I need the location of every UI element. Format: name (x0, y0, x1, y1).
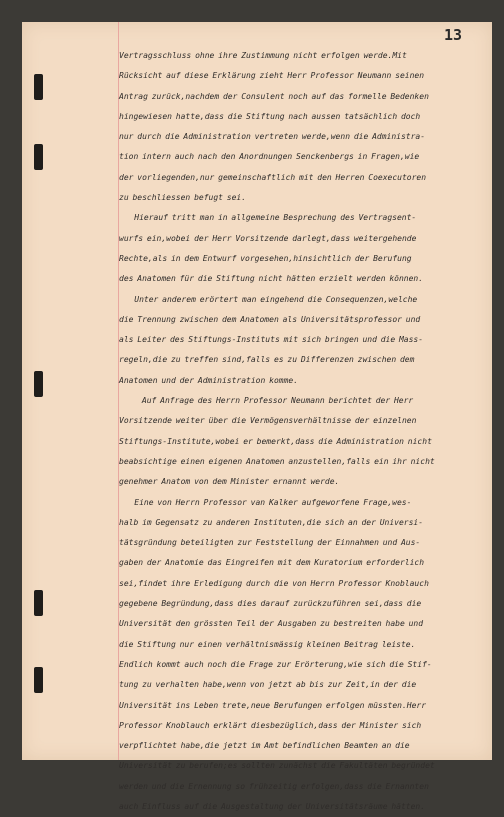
text-line: gaben der Anatomie das Eingreifen mit dem Kuratorium erforderlich (119, 558, 425, 568)
text-line: wurfs ein,wobei der Herr Vorsitzende darlegt,dass weitergehende (119, 233, 417, 243)
text-line: Endlich kommt auch noch die Frage zur Erörterung,wie sich die Stif- (119, 659, 432, 669)
text-line: Rechte,als in dem Entwurf vorgesehen,hinsichtlich der Berufung (119, 253, 412, 263)
text-line: als Leiter des Stiftungs-Instituts mit sich bringen und die Mass- (119, 335, 424, 345)
text-line: regeln,die zu treffen sind,falls es zu Differenzen zwischen dem (119, 355, 415, 365)
text-line: des Anatomen für die Stiftung nicht hätten erzielt werden können. (119, 274, 424, 284)
text-line: Auf Anfrage des Herrn Professor Neumann berichtet der Herr (119, 396, 414, 406)
text-line: Universität zu berufen;es sollten zunächst die Fakultäten begründet (119, 761, 435, 771)
text-line: werden und die Ernennung so frühzeitig erfolgen,dass die Ernannten (119, 781, 429, 791)
punch-hole (34, 144, 43, 170)
text-line: die Stiftung nur einen verhältnismässig kleinen Beitrag leiste. (119, 639, 416, 649)
text-line: Universität den grössten Teil der Ausgaben zu bestreiten habe und (119, 619, 424, 629)
punch-hole (34, 667, 43, 693)
text-line: Eine von Herrn Professor van Kalker aufgeworfene Frage,wes- (119, 497, 412, 507)
text-line: Antrag zurück,nachdem der Consulent noch auf das formelle Bedenken (119, 91, 429, 101)
text-line: verpflichtet habe,die jetzt im Amt befindlichen Beamten an die (119, 741, 410, 751)
text-line: Rücksicht auf diese Erklärung zieht Herr Professor Neumann seinen (119, 71, 425, 81)
text-line: Vorsitzende weiter über die Vermögensverhältnisse der einzelnen (119, 416, 417, 426)
typed-text-body (119, 46, 489, 817)
text-line: gegebene Begründung,dass dies darauf zurückzuführen sei,dass die (119, 599, 422, 609)
text-line: tätsgründung beteiligten zur Feststellung der Einnahmen und Aus- (119, 538, 421, 548)
page-number: 13 (444, 26, 463, 44)
text-line: Hierauf tritt man in allgemeine Besprechung des Vertragsent- (119, 213, 417, 223)
text-line: tion intern auch nach den Anordnungen Senckenbergs in Fragen,wie (119, 152, 420, 162)
text-line: tung zu verhalten habe,wenn von jetzt ab bis zur Zeit,in der die (119, 680, 417, 690)
text-line: die Trennung zwischen dem Anatomen als Universitätsprofessor und (119, 314, 421, 324)
text-line: der vorliegenden,nur gemeinschaftlich mit den Herren Coexecutoren (119, 172, 427, 182)
text-line: zu beschliessen befugt sei. (119, 193, 247, 203)
text-line: Unter anderem erörtert man eingehend die Consequenzen,welche (119, 294, 418, 304)
text-line: halb im Gegensatz zu anderen Instituten,die sich an der Universi- (119, 517, 424, 527)
text-line: Professor Knoblauch erklärt diesbezüglich,dass der Minister sich (119, 720, 422, 730)
text-line: genehmer Anatom von dem Minister ernannt werde. (119, 477, 340, 487)
text-line: nur durch die Administration vertreten werde,wenn die Administra- (119, 132, 426, 142)
text-line: auch Einfluss auf die Ausgestaltung der Universitätsräume hätten. (119, 801, 426, 811)
text-line: Universität ins Leben trete,neue Berufungen erfolgen müssten.Herr (119, 700, 427, 710)
text-line: hingewiesen hatte,dass die Stiftung nach aussen tatsächlich doch (119, 111, 421, 121)
text-line: Anatomen und der Administration komme. (119, 375, 299, 385)
text-line: beabsichtige einen eigenen Anatomen anzustellen,falls ein ihr nicht (119, 456, 435, 466)
punch-hole (34, 590, 43, 616)
text-line: Stiftungs-Institute,wobei er bemerkt,dass die Administration nicht (119, 436, 432, 446)
text-line: sei,findet ihre Erledigung durch die von Herrn Professor Knoblauch (119, 578, 429, 588)
punch-hole (34, 74, 43, 100)
text-line: Vertragsschluss ohne ihre Zustimmung nicht erfolgen werde.Mit (119, 51, 407, 60)
punch-hole (34, 371, 43, 397)
